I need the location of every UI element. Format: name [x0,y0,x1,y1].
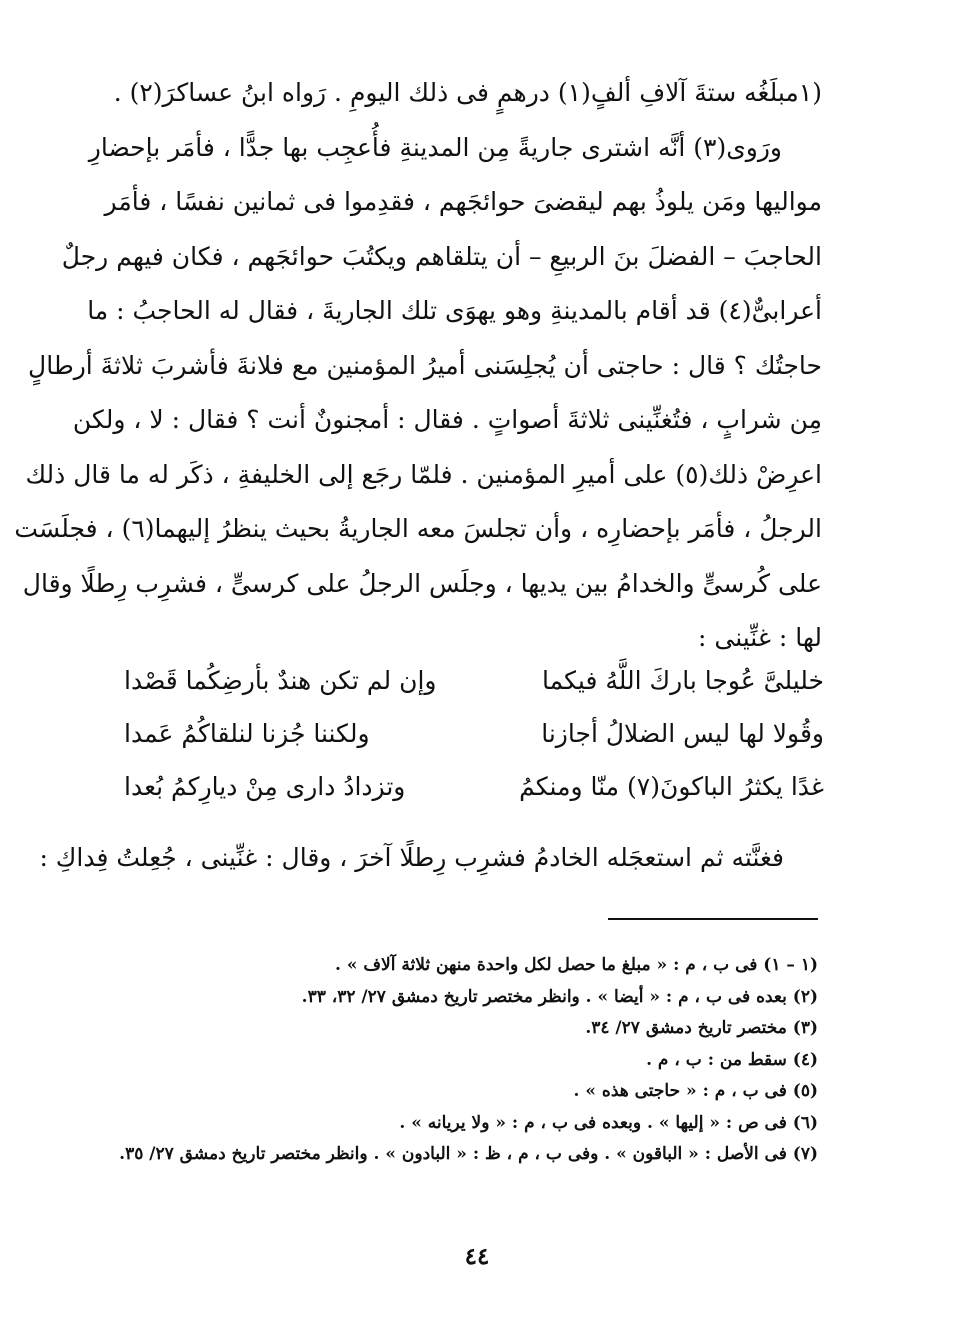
text-line: الحاجبَ – الفضلَ بنَ الربيعِ – أن يتلقاهم ويكتُبَ حوائجَهم ، فكان فيهم رجلٌ [61,241,822,271]
verse-second-hemistich: وتزدادُ دارى مِنْ ديارِكمُ بُعدا [124,772,406,801]
verse-first-hemistich: غدًا يكثرُ الباكونَ(٧) منّا ومنكمُ [519,772,824,801]
text-line: اعرِضْ ذلك(٥) على أميرِ المؤمنين . فلمّا رجَع إلى الخليفةِ ، ذكَر له ما قال ذلك [25,459,822,489]
text-line: على كُرسىٍّ والخدامُ بين يديها ، وجلَس الرجلُ على كرسىٍّ ، فشرِب رِطلًا وقال [22,568,822,598]
footnotes [118,950,818,1171]
verse-line [124,719,824,772]
text-line: مواليها ومَن يلوذُ بهم ليقضىَ حوائجَهم ، فقدِموا فى ثمانين نفسًا ، فأمَر [104,187,822,216]
text-line: ورَوى(٣) أنَّه اشترى جاريةً مِن المدينةِ فأُعجِب بها جدًّا ، فأمَر بإحضارِ [88,132,782,162]
verse-line [124,772,824,825]
text-line: حاجتُك ؟ قال : حاجتى أن يُجلِسَنى أميرُ المؤمنين مع فلانةَ فأشربَ ثلاثةَ أرطالٍ [28,350,822,380]
footnote: (٣) مختصر تاريخ دمشق ٢٧/ ٣٤. [585,1018,818,1038]
footnote: (٢) بعده فى ب ، م : « أيضا » . وانظر مختصر تاريخ دمشق ٢٧/ ٣٢، ٣٣. [301,986,818,1007]
verse-second-hemistich: ولكننا جُزنا لنلقاكُمُ عَمدا [124,719,370,748]
text-line: أعرابىٌّ(٤) قد أقام بالمدينةِ وهو يهوَى تلك الجاريةَ ، فقال له الحاجبُ : ما [87,296,822,325]
verse-first-hemistich: وقُولا لها ليس الضلالُ أجازنا [541,719,824,748]
verse-line [124,666,824,719]
text-line: مِن شرابٍ ، فتُغنِّينى ثلاثةَ أصواتٍ . فقال : أمجنونٌ أنت ؟ فقال : لا ، ولكن [72,405,822,434]
text-line: (١مبلَغُه ستةَ آلافِ ألفٍ(١) درهمٍ فى ذلك اليومِ . رَواه ابنُ عساكرَ(٢) . [113,78,822,107]
text-line: الرجلُ ، فأمَر بإحضارِه ، وأن تجلسَ معه الجاريةُ بحيث ينظرُ إليهما(٦) ، فجلَسَت [14,514,822,543]
main-text [14,66,822,666]
footnote: (٧) فى الأصل : « الباقون » . وفى ب ، م ، ظ : « البادون » . وانظر مختصر تاريخ دمشق ٢٧/ ٣٥. [119,1144,818,1164]
verse-first-hemistich: خليلىَّ عُوجا باركَ اللَّهُ فيكما [542,666,824,695]
text-line: لها : غنِّينى : [698,623,822,652]
poem [124,666,824,825]
verse-second-hemistich: وإن لم تكن هندٌ بأرضِكُما قَصْدا [124,666,437,695]
footnote: (٤) سقط من : ب ، م . [646,1049,818,1070]
footnote-separator [608,918,818,920]
footnote: (٥) فى ب ، م : « حاجتى هذه » . [573,1081,818,1101]
footnote: (١ – ١) فى ب ، م : « مبلغ ما حصل لكل واحدة منهن ثلاثة آلاف » . [335,955,818,975]
page-number: ٤٤ [464,1243,490,1270]
footnote: (٦) فى ص : « إليها » . وبعده فى ب ، م : « ولا يريانه » . [399,1112,818,1133]
text-after-poem: فغنَّته ثم استعجَله الخادمُ فشرِب رِطلًا آخرَ ، وقال : غنِّينى ، جُعِلتُ فِداكِ : [39,843,784,872]
